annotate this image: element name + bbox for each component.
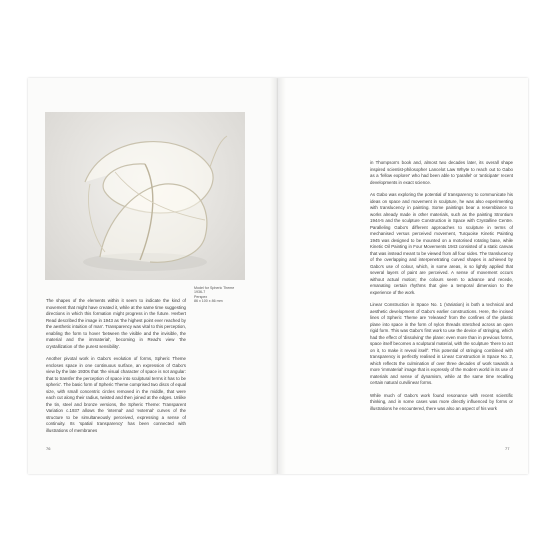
paragraph: Another pivotal work in Gabo's evolution of forms, Spheric Theme encloses space in one continuous surface, an expression of Gabo's view by the late 1930s that 'the visual character of space is not angular: that to transfer the perception of space into sculptural terms it has to be spheric'. The basic form of Spheric Theme comprised two discs of equal size, with small concentric circles removed in the middle, that were each cut along their radius, twisted and then joined at the edges. Unlike the tin, steel and bronze versions, the Spheric Theme: Transparent Variation c.1937 allows the 'internal' and 'external' curves of the structure to be simultaneously perceived, expressing a sense of continuity. Its 'spatial transparency' has been connected with illustrations of membranes [46, 356, 186, 433]
left-text-column [46, 298, 186, 440]
sculpture-photo [45, 112, 245, 280]
image-caption [194, 286, 254, 304]
page-number-left: 76 [46, 446, 51, 451]
paragraph: As Gabo was exploring the potential of transparency to communicate his ideas on space and movement in sculpture, he was also experimenting with translucency in painting. Some paintings bear a resemblance to works already made in other materials, such as the painting Strontium 1944-5 and the sculpture Construction in Space with Crystalline Centre. Paralleling Gabo's different approaches to sculpture in terms of mechanised versus perceived movement, Turquoise Kinetic Painting 1945 was designed to be mounted on a motorised rotating base, while Kinetic Oil Painting in Four Movements 1943 consisted of a static canvas that was instead meant to be viewed from all four sides. The translucency of the overlapping and interpenetrating curved shapes is achieved by Gabo's use of colour, which, in some areas, is so lightly applied that several layers of paint are perceived. A sense of movement occurs without actual motion; the colours seem to advance and recede, emanating certain rhythms that give a temporal dimension to the experience of the work. [370, 192, 513, 295]
sculpture-illustration [45, 112, 245, 280]
book-gutter [270, 78, 286, 474]
paragraph: Linear Construction in Space No. 1 (Variation) is both a technical and aesthetic development of Gabo's earlier constructions. Here, the incised lines of Spheric Theme are 'released' from the confines of the plastic plane into space in the form of nylon threads stretched across an open rigid form. This was Gabo's first work to use the device of stringing, which had the effect of 'dissolving' the plane: even more than in previous forms, space itself becomes a sculptural material, with the sculpture 'there to act on it, to make it reveal itself'. This potential of stringing combined with transparency is perfectly realised in Linear Construction in Space No. 2, which reflects the culmination of over three decades of work towards a more 'immaterial' image that is expressly of the modern world in its use of materials and sense of dynamism, while at the same time recalling certain natural curvilinear forms. [370, 302, 513, 385]
caption-dimensions: 86 x 100 x 86 mm [194, 299, 223, 304]
paragraph: in Thompson's book and, almost two decades later, its overall shape inspired scientist-philosopher Lancelot Law Whyte to reach out to Gabo as a 'fellow explorer' who had been able to 'parallel' or 'anticipate' recent developments in exact science. [370, 160, 513, 185]
paragraph: The shapes of the elements within it seem to indicate the kind of movement that might have created it, while at the same time suggesting directions in which this formation might progress in the future. Herbert Read described the image in 1943 as 'the highest point ever reached by the aesthetic intuition of man'. Transparency was vital to this perception, enabling the form to hover 'between the visible and the invisible, the material and the immaterial', becoming in Read's view 'the crystallization of the purest sensibility'. [46, 298, 186, 349]
caption-medium: Perspex [194, 294, 208, 299]
paragraph: While much of Gabo's work found resonance with recent scientific thinking, and in some cases was more directly influenced by forms or illustrations he encountered, there was also an aspect of his work [370, 392, 513, 411]
caption-title: Model for Spheric Theme [194, 286, 235, 290]
page-number-right: 77 [505, 446, 510, 451]
caption-date: 1936-7 [194, 290, 206, 295]
right-text-column [370, 160, 513, 418]
